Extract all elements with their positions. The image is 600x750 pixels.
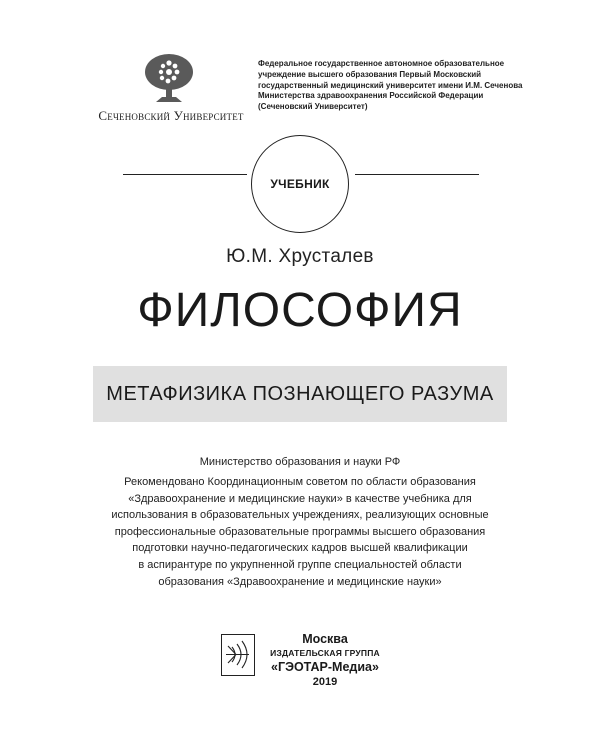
publisher-group: ИЗДАТЕЛЬСКАЯ ГРУППА: [270, 648, 380, 658]
recommendation-line: подготовки научно-педагогических кадров высшей квалификации: [132, 542, 468, 555]
institution-block: [258, 59, 523, 113]
ministry-line: Министерство образования и науки РФ: [199, 456, 401, 468]
recommendation-line: профессиональные образовательные программы высшего образования: [114, 525, 486, 538]
author-name: Ю.М. Хрусталев: [226, 246, 374, 267]
publisher-city: Москва: [302, 632, 348, 646]
recommendation-text: [0, 474, 600, 590]
university-name-caption: Сеченовский Университет: [98, 108, 244, 123]
tree-icon: [142, 50, 196, 106]
textbook-badge-label: УЧЕБНИК: [270, 177, 330, 191]
recommendation-line: в аспирантуре по укрупненной группе специальностей области: [138, 558, 462, 571]
book-subtitle: МЕТАФИЗИКА ПОЗНАЮЩЕГО РАЗУМА: [106, 382, 494, 405]
institution-line: (Сеченовский Университет): [258, 102, 368, 112]
textbook-badge: [251, 135, 349, 233]
university-logo: [96, 50, 246, 126]
book-title: ФИЛОСОФИЯ: [137, 284, 463, 337]
publisher-logo-icon: [221, 634, 255, 676]
divider-left: [123, 174, 247, 175]
publisher-block: [259, 632, 391, 689]
institution-line: государственный медицинский университет имени И.М. Сеченова: [258, 80, 523, 90]
institution-line: Министерства здравоохранения Российской Федерации: [258, 91, 484, 101]
recommendation-line: Рекомендовано Координационным советом по области образования: [124, 476, 476, 488]
subtitle-band: [93, 366, 507, 422]
recommendation-line: «Здравоохранение и медицинские науки» в качестве учебника для: [128, 492, 472, 505]
recommendation-line: образования «Здравоохранение и медицинские науки»: [158, 575, 442, 588]
divider-right: [355, 174, 479, 175]
publisher-name: «ГЭОТАР-Медиа»: [271, 660, 379, 674]
recommendation-line: использования в образовательных учреждениях, реализующих основные: [111, 509, 489, 522]
institution-line: Федеральное государственное автономное образовательное: [258, 59, 505, 68]
institution-line: учреждение высшего образования Первый Московский: [258, 69, 482, 79]
publication-year: 2019: [312, 676, 338, 688]
